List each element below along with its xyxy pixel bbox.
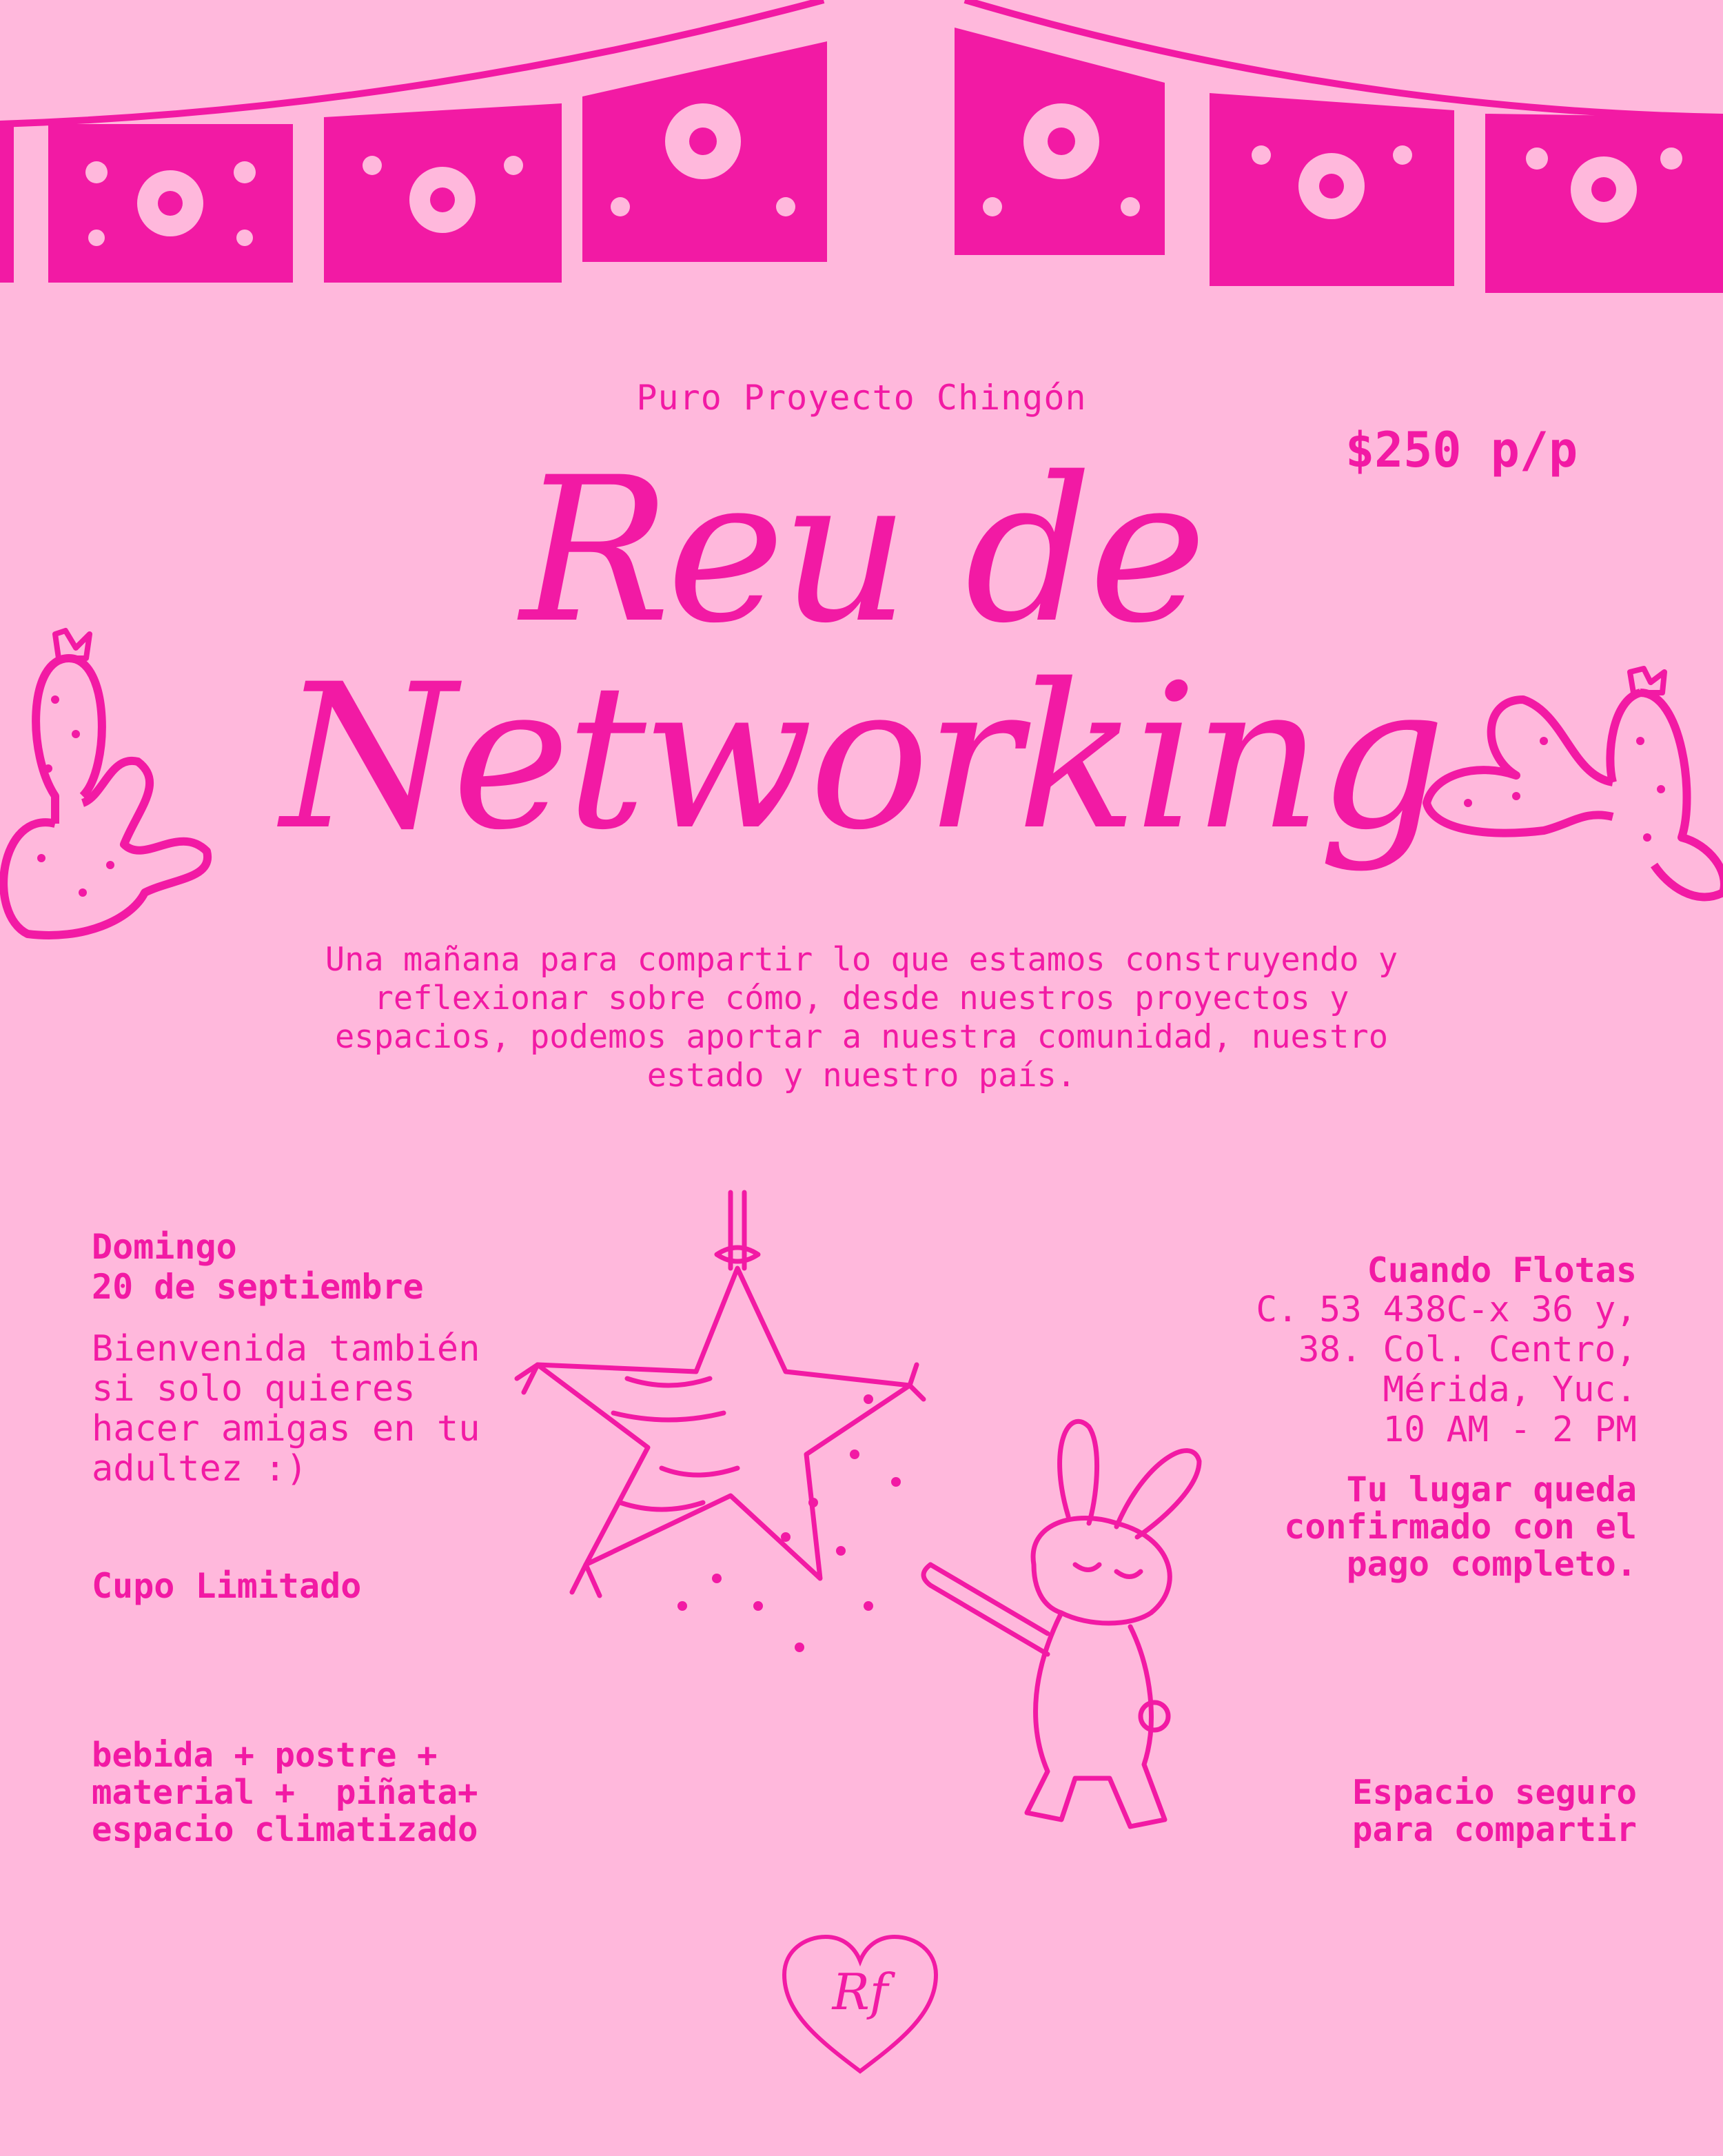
title-line-2: Networking bbox=[281, 642, 1442, 874]
venue-name: Cuando Flotas bbox=[1367, 1250, 1637, 1290]
capacity-note: Cupo Limitado bbox=[92, 1566, 362, 1606]
perk-line: espacio climatizado bbox=[92, 1810, 478, 1849]
perk-line: material + piñata+ bbox=[92, 1773, 478, 1812]
price-label: $250 p/p bbox=[1345, 422, 1578, 478]
safe-space-line: Espacio seguro bbox=[1352, 1773, 1637, 1812]
perk-line: bebida + postre + bbox=[92, 1736, 438, 1775]
safe-space-note bbox=[1352, 1774, 1637, 1849]
confirmation-line: Tu lugar queda bbox=[1346, 1469, 1637, 1509]
welcome-note: Bienvenida también si solo quieres hacer amigas en tu adultez :) bbox=[92, 1328, 480, 1489]
event-hours: 10 AM - 2 PM bbox=[1383, 1410, 1637, 1450]
venue-address-line: Mérida, Yuc. bbox=[1383, 1370, 1637, 1410]
confirmation-line: pago completo. bbox=[1346, 1544, 1637, 1584]
event-description: Una mañana para compartir lo que estamos construyendo y reflexionar sobre cómo, desde nuestros proyectos y espacios, podemos aportar a nuestra comunidad, nuestro estado y nuestro país. bbox=[325, 941, 1398, 1095]
event-day: Domingo bbox=[92, 1227, 237, 1267]
cactus-icon-right bbox=[1406, 658, 1723, 920]
logo-monogram: Rf bbox=[832, 1963, 888, 2021]
cactus-icon-left bbox=[0, 617, 234, 948]
confirmation-note bbox=[1284, 1471, 1637, 1583]
venue-info bbox=[1256, 1250, 1637, 1450]
title-line-1: Reu de bbox=[520, 435, 1203, 667]
papel-picado-banner-right bbox=[951, 0, 1723, 303]
confirmation-line: confirmado con el bbox=[1284, 1507, 1637, 1547]
event-date bbox=[92, 1227, 424, 1307]
papel-picado-banner-left bbox=[0, 0, 834, 303]
bunny-icon bbox=[910, 1406, 1227, 1854]
perks-list bbox=[92, 1737, 478, 1849]
brand-logo bbox=[777, 1930, 943, 2082]
safe-space-line: para compartir bbox=[1352, 1810, 1637, 1849]
organizer-name: Puro Proyecto Chingón bbox=[636, 378, 1087, 418]
venue-address-line: 38. Col. Centro, bbox=[1298, 1330, 1637, 1370]
pinata-icon bbox=[510, 1192, 924, 1675]
venue-address-line: C. 53 438C-x 36 y, bbox=[1256, 1290, 1637, 1330]
event-date-text: 20 de septiembre bbox=[92, 1267, 424, 1307]
